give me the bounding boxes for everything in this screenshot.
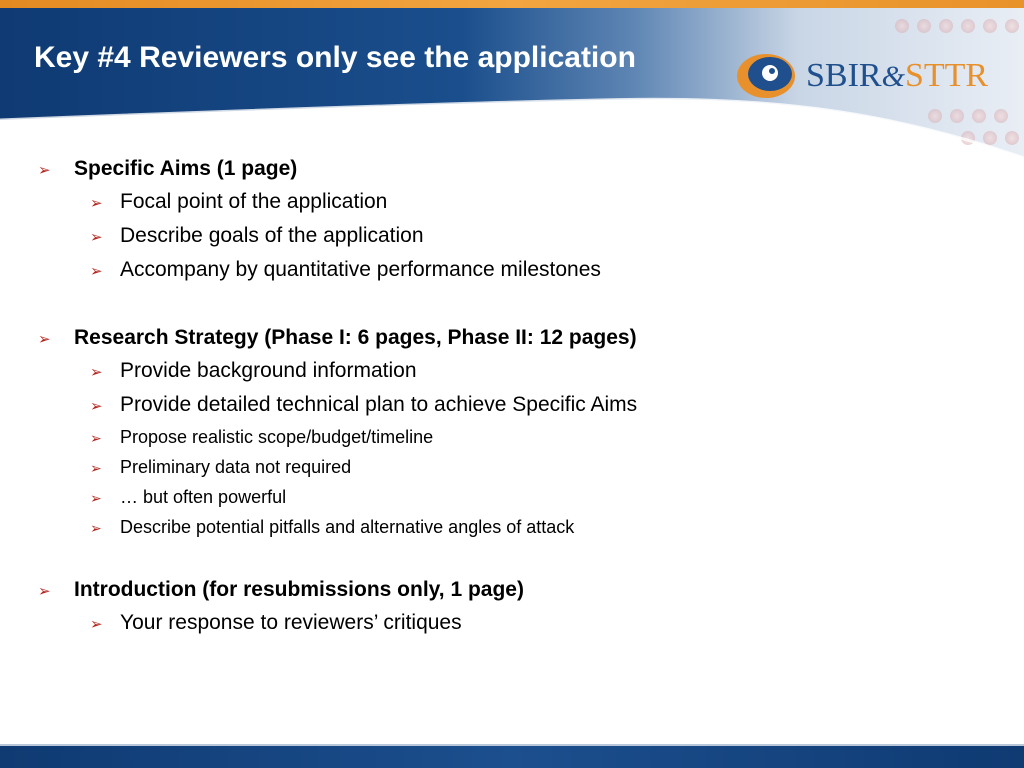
list-item (90, 427, 433, 448)
logo-word-sbir: SBIR (806, 57, 882, 94)
bullet-text: Preliminary data not required (120, 457, 352, 477)
slide-title: Key #4 Reviewers only see the application (34, 41, 636, 74)
bullet-text: Your response to reviewers’ critiques (120, 611, 462, 634)
bullet-arrow-icon: ➢ (38, 583, 51, 600)
logo-ampersand: & (881, 60, 905, 93)
bullet-arrow-icon: ➢ (90, 460, 102, 476)
top-accent-strip (0, 0, 1024, 8)
list-item (90, 224, 424, 248)
section-heading-research-strategy (38, 326, 637, 350)
bullet-text: Propose realistic scope/budget/timeline (120, 427, 434, 447)
bullet-text: Research Strategy (Phase I: 6 pages, Phase II: 12 pages) (74, 326, 637, 349)
bullet-text: Accompany by quantitative performance milestones (120, 258, 601, 281)
footer-bar (0, 746, 1024, 768)
sbir-sttr-logo (736, 48, 1016, 104)
bullet-text: Focal point of the application (120, 190, 388, 213)
bullet-text: Introduction (for resubmissions only, 1 page) (74, 578, 524, 601)
bullet-text: Provide background information (120, 359, 417, 382)
bullet-arrow-icon: ➢ (90, 490, 102, 506)
logo-mark-icon (736, 52, 798, 100)
bullet-text: Describe goals of the application (120, 224, 424, 247)
list-item (90, 359, 417, 383)
section-heading-specific-aims (38, 157, 297, 181)
section-heading-introduction (38, 578, 524, 602)
bullet-text: Provide detailed technical plan to achieve Specific Aims (120, 393, 638, 416)
bullet-arrow-icon: ➢ (90, 229, 103, 246)
list-item (90, 190, 387, 214)
bullet-text: Describe potential pitfalls and alternative angles of attack (120, 517, 575, 537)
bullet-arrow-icon: ➢ (90, 364, 103, 381)
bullet-arrow-icon: ➢ (38, 162, 51, 179)
list-item (90, 457, 351, 478)
logo-wordmark (806, 54, 988, 99)
list-item (90, 517, 574, 538)
list-item (90, 611, 462, 635)
list-item (90, 487, 286, 508)
bullet-arrow-icon: ➢ (90, 263, 103, 280)
bullet-text: Specific Aims (1 page) (74, 157, 298, 180)
list-item (90, 393, 637, 417)
bullet-arrow-icon: ➢ (90, 520, 102, 536)
bullet-arrow-icon: ➢ (90, 430, 102, 446)
bullet-arrow-icon: ➢ (90, 616, 103, 633)
bullet-arrow-icon: ➢ (38, 331, 51, 348)
bullet-text: … but often powerful (120, 487, 287, 507)
list-item (90, 258, 601, 282)
bullet-arrow-icon: ➢ (90, 195, 103, 212)
bullet-arrow-icon: ➢ (90, 398, 103, 415)
header-banner (0, 8, 1024, 158)
logo-word-sttr: STTR (904, 57, 989, 94)
